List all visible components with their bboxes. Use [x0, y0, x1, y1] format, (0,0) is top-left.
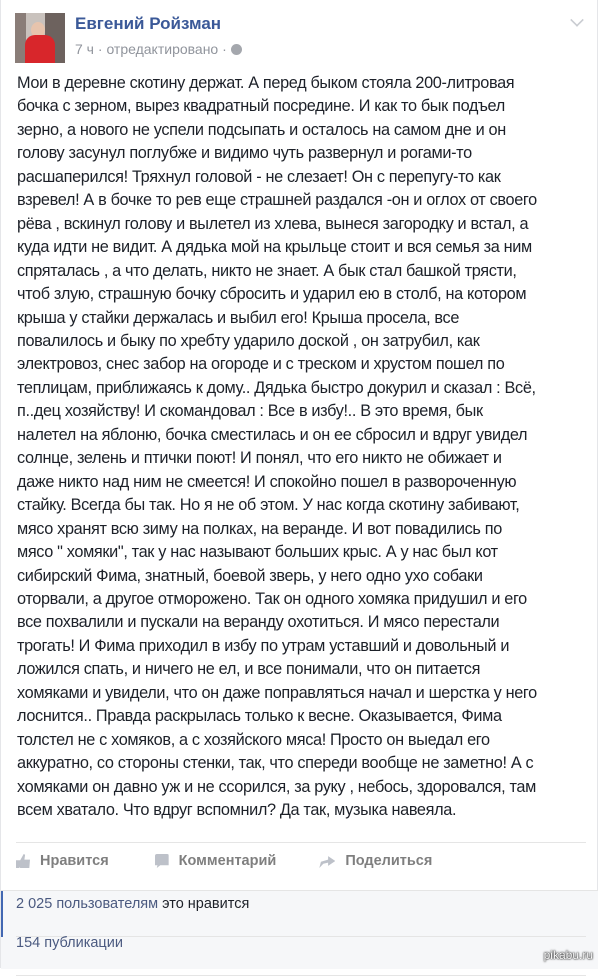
post-text-line: все похвалили и пускали на веранду охотиться. И мясо перестали — [17, 613, 500, 632]
post-text-line: теплицам, приближаясь к дому.. Дядька быстро докурил и сказал : Всё, — [17, 378, 536, 397]
post-text-line: рёва , вскинул голову и вылетел из хлева, вынеся загородку и встал, а — [17, 214, 529, 233]
post-text-line: трогать! И Фима приходил в избу по утрам уставший и довольный и — [17, 636, 510, 655]
post-text-line: бочка с зерном, вырез квадратный посредине. И как то бык подъел — [17, 97, 505, 116]
thumbs-up-icon — [16, 854, 30, 868]
likes-suffix: это нравится — [162, 896, 250, 912]
post-text-line: голову засунул поглубже и видимо чуть развернул и рогами-то — [17, 144, 472, 163]
post-text-line: хомяками он давно уж и не ссорился, за руку , небось, здоровался, там — [17, 777, 536, 796]
post-text-line: чтоб злую, страшную бочку сбросить и ударил ею в столб, на котором — [17, 285, 527, 304]
post-time[interactable]: 7 ч — [75, 41, 94, 57]
post-text-line: зерно, а нового не успели подсыпать и осталось на самом дне и он — [17, 120, 506, 139]
post-footer — [1, 890, 598, 969]
divider — [16, 842, 586, 843]
like-label: Нравится — [40, 853, 109, 869]
post-text-line: взревел! А в бочке то рев еще страшней раздался -он и оглох от своего — [17, 191, 537, 210]
post-text-line: мясо хранят всю зиму на полках, на веранде. И вот повадились по — [17, 519, 502, 538]
share-label: Поделиться — [345, 853, 433, 869]
author-avatar[interactable] — [15, 13, 65, 63]
author-name[interactable]: Евгений Ройзман — [75, 14, 222, 33]
likes-summary — [16, 896, 249, 912]
comment-label: Комментарий — [178, 853, 277, 869]
post-text-line: мясо " хомяки", так у нас называют больших крыс. А у нас был кот — [17, 543, 498, 562]
post-text-line: даже никто над ним не смеется! И спокойно пошел в развороченную — [17, 472, 517, 491]
separator: · — [97, 41, 103, 57]
watermark: pikabu.ru — [543, 948, 593, 962]
comment-icon — [155, 854, 169, 868]
likes-count-link[interactable]: 2 025 пользователям — [16, 896, 159, 912]
post-text-line: стайку. Всегда бы так. Но я не об этом. У нас когда скотину забивают, — [17, 496, 520, 515]
post-text-line: толстел не с хомяков, а с хозяйского мяса! Просто он выедал его — [17, 730, 490, 749]
post-text-line: сибирский Фима, знатный, боевой зверь, у него одно ухо собаки — [17, 566, 483, 585]
post-text-line: ложился спать, и ничего не ел, и все понимали, что он питается — [17, 660, 481, 679]
post-text — [17, 72, 537, 823]
post-text-line: расшаперился! Тряхнул головой - не слезает! Он с перепугу-то как — [17, 167, 501, 186]
focus-indicator — [1, 891, 3, 937]
post-text-line: хомяками и увидели, что он даже поправляться начал и шерстка у него — [17, 683, 537, 702]
like-button[interactable] — [16, 853, 109, 869]
post-text-line: спряталась , а что делать, никто не знает. А бык стал башкой трясти, — [17, 261, 517, 280]
action-bar — [16, 849, 467, 873]
post-text-line: лоснится.. Правда раскрылась только к весне. Оказывается, Фима — [17, 707, 502, 726]
separator: · — [222, 41, 227, 57]
shares-count-link[interactable]: 154 публикации — [16, 935, 123, 951]
post-text-line: крыша у стайки держалась и выбил его! Крыша просела, все — [17, 308, 460, 327]
post-text-line: оторвали, а другое отморожено. Так он одного хомяка придушил и его — [17, 589, 527, 608]
post-text-line: куда идти не видит. А дядька мой на крыльце стоит и вся семья за ним — [17, 238, 532, 257]
post-text-line: электровоз, снес забор на огороде и с треском и хрустом пошел по — [17, 355, 505, 374]
share-icon — [319, 854, 335, 868]
post-text-line: Мои в деревне скотину держат. А перед быком стояла 200-литровая — [17, 74, 515, 92]
post-text-line: налетел на яблоню, бочка сместилась и он ее сбросил и вдруг увидел — [17, 425, 528, 444]
post-meta — [75, 41, 242, 57]
comment-button[interactable] — [155, 853, 277, 869]
post-text-line: повалилось и быку по хребту ударило доской , он затрубил, как — [17, 331, 480, 350]
globe-icon[interactable] — [231, 44, 242, 55]
post-text-line: п..дец хозяйству! И скомандовал : Все в избу!.. В это время, бык — [17, 402, 483, 421]
edited-label[interactable]: отредактировано — [106, 41, 219, 57]
post-text-line: солнце, зелень и птички поют! И понял, что его никто не обижает и — [17, 449, 502, 468]
chevron-down-icon[interactable] — [570, 13, 584, 27]
share-button[interactable] — [319, 853, 432, 869]
post-text-line: всем хватало. Что вдруг вспомнил? Да так, музыка навеяла. — [17, 801, 457, 820]
post-text-line: аккуратно, со стороны стенки, так, что спереди вообще не заметно! А с — [17, 754, 534, 773]
